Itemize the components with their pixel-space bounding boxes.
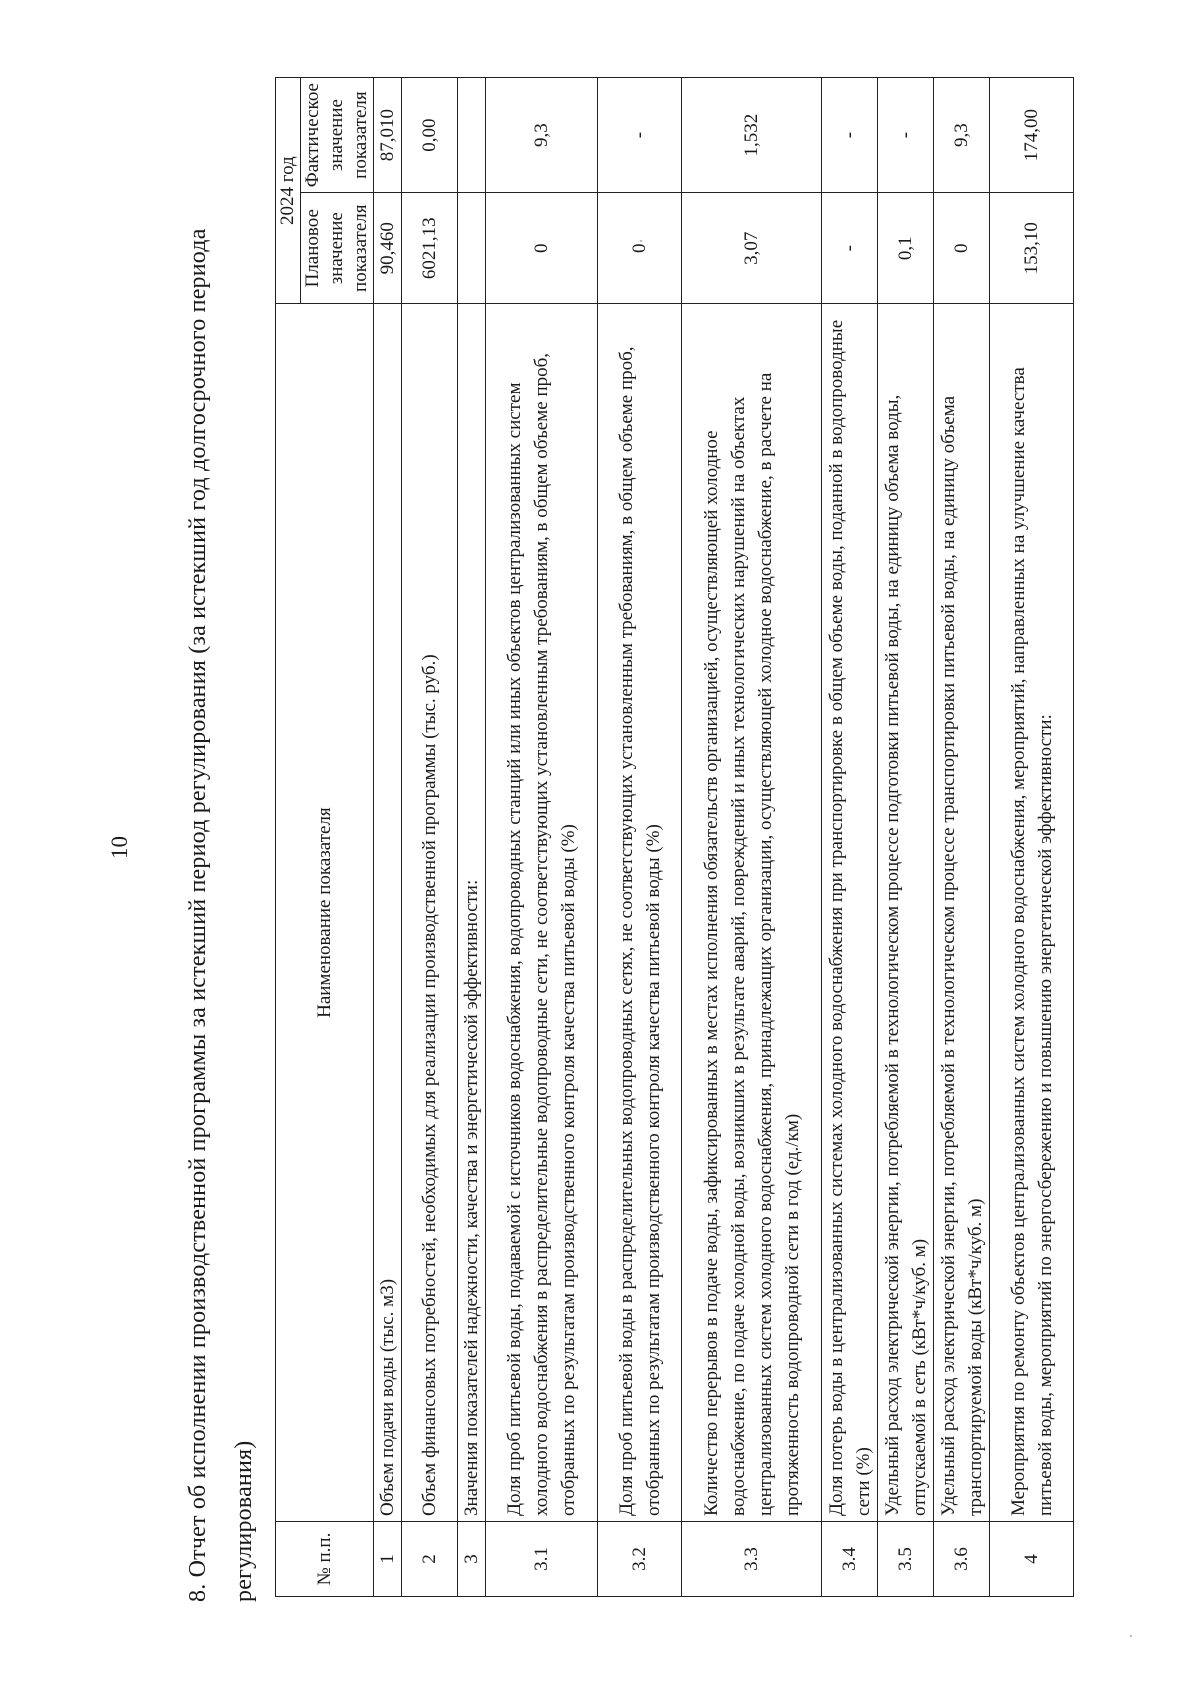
row-plan-value: 153,10 [990, 193, 1074, 304]
row-number: 3.3 [682, 1522, 822, 1597]
scan-speck [1130, 1635, 1132, 1637]
row-indicator-name: Доля потерь воды в централизованных системах холодного водоснабжения при транспортировке в общем объеме воды, поданной в водопроводные сети (%) [822, 304, 878, 1522]
row-number: 3.2 [598, 1522, 682, 1597]
row-number: 3.5 [878, 1522, 934, 1597]
row-fact-value: 87,010 [374, 78, 402, 193]
header-number: № п.п. [276, 1522, 374, 1597]
header-indicator-name: Наименование показателя [276, 304, 374, 1522]
table-row [682, 78, 822, 1597]
row-plan-value: 0 [486, 193, 598, 304]
row-number: 3.1 [486, 1522, 598, 1597]
scan-speck [640, 240, 642, 242]
row-fact-value: 9,3 [486, 78, 598, 193]
header-year: 2024 год [276, 78, 301, 304]
row-plan-value: 0,1 [878, 193, 934, 304]
header-fact-value: Фактическое значение показателя [301, 78, 374, 193]
row-indicator-name: Доля проб питьевой воды, подаваемой с источников водоснабжения, водопроводных станций или иных объектов централизованных систем холодного водоснабжения в распределительные водопроводные сети, не соответствующих установленным требованиям, в общем объеме проб, отобранных по результатам производственного контроля качества питьевой воды (%) [486, 304, 598, 1522]
table-row [598, 78, 682, 1597]
row-fact-value [458, 78, 486, 193]
table-row [990, 78, 1074, 1597]
row-indicator-name: Доля проб питьевой воды в распределительных водопроводных сетях, не соответствующих установленным требованиям, в общем объеме проб, отобранных по результатам производственного контроля качества питьевой воды (%) [598, 304, 682, 1522]
row-number: 3.4 [822, 1522, 878, 1597]
production-program-report-table [275, 77, 1074, 1597]
row-fact-value: 174,00 [990, 78, 1074, 193]
row-number: 1 [374, 1522, 402, 1597]
row-indicator-name: Мероприятия по ремонту объектов централизованных систем холодного водоснабжения, мероприятий, направленных на улучшение качества питьевой воды, мероприятий по энергосбережению и повышению энергетической эффективности: [990, 304, 1074, 1522]
row-plan-value: 90,460 [374, 193, 402, 304]
row-fact-value: 9,3 [934, 78, 990, 193]
table-row [822, 78, 878, 1597]
row-plan-value [458, 193, 486, 304]
row-fact-value: - [822, 78, 878, 193]
row-indicator-name: Количество перерывов в подаче воды, зафиксированных в местах исполнения обязательств организацией, осуществляющей холодное водоснабжение, по подаче холодной воды, возникших в результате аварий, повреждений и иных технологических нарушений на объектах централизованных систем холодного водоснабжения, принадлежащих организации, осуществляющей холодное водоснабжение, в расчете на протяженность водопроводной сети в год (ед./км) [682, 304, 822, 1522]
table-row [402, 78, 458, 1597]
row-plan-value: 0 [934, 193, 990, 304]
row-fact-value: - [878, 78, 934, 193]
row-fact-value: 0,00 [402, 78, 458, 193]
row-number: 3.6 [934, 1522, 990, 1597]
page-number: 10 [107, 836, 132, 859]
row-plan-value: - [822, 193, 878, 304]
row-plan-value: 6021,13 [402, 193, 458, 304]
row-plan-value: 3,07 [682, 193, 822, 304]
row-fact-value: - [598, 78, 682, 193]
row-plan-value: 0 [598, 193, 682, 304]
header-plan-value: Плановое значение показателя [301, 193, 374, 304]
section-heading: 8. Отчет об исполнении производственной программы за истекший период регулирования (за истекший год долгосрочного периода регулирования) [185, 228, 257, 1602]
table-row [878, 78, 934, 1597]
table-header-row [276, 78, 301, 1597]
row-indicator-name: Объем подачи воды (тыс. м3) [374, 304, 402, 1522]
row-indicator-name: Объем финансовых потребностей, необходимых для реализации производственной программы (тыс. руб.) [402, 304, 458, 1522]
row-number: 4 [990, 1522, 1074, 1597]
row-number: 2 [402, 1522, 458, 1597]
row-indicator-name: Удельный расход электрической энергии, потребляемой в технологическом процессе транспортировки питьевой воды, на единицу объема транспортируемой воды (кВт*ч/куб. м) [934, 304, 990, 1522]
row-number: 3 [458, 1522, 486, 1597]
table-row [458, 78, 486, 1597]
row-indicator-name: Удельный расход электрической энергии, потребляемой в технологическом процессе подготовки питьевой воды, на единицу объема воды, отпускаемой в сеть (кВт*ч/куб. м) [878, 304, 934, 1522]
table-row [374, 78, 402, 1597]
row-indicator-name: Значения показателей надежности, качества и энергетической эффективности: [458, 304, 486, 1522]
table-row [934, 78, 990, 1597]
table-row [486, 78, 598, 1597]
row-fact-value: 1,532 [682, 78, 822, 193]
